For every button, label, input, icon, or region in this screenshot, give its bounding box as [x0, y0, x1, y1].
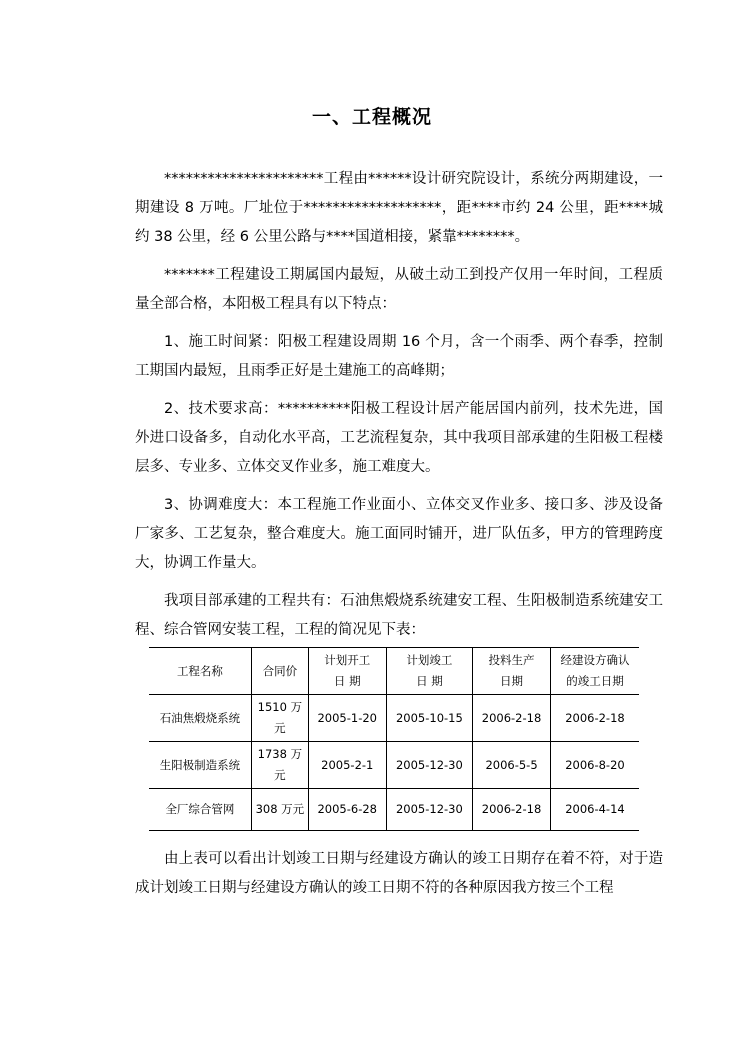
- header-line: 合同价: [262, 663, 298, 678]
- cell-confirmed-finish: 2006-8-20: [550, 742, 639, 789]
- cell-plan-start: 2005-6-28: [308, 789, 386, 831]
- header-production: [473, 648, 551, 695]
- table-row: [149, 695, 639, 742]
- price-line: 元: [274, 721, 286, 735]
- header-project-name: [149, 648, 251, 695]
- header-line: 计划开工: [324, 653, 371, 667]
- paragraph-closing: 由上表可以看出计划竣工日期与经建设方确认的竣工日期存在着不符，对于造成计划竣工日期与经建设方确认的竣工日期不符的各种原因我方按三个工程: [135, 851, 663, 896]
- cell-plan-finish: 2005-12-30: [386, 789, 473, 831]
- cell-project-name: 生阳极制造系统: [159, 757, 241, 772]
- cell-contract-price: [251, 742, 308, 789]
- project-summary-table: [149, 647, 639, 831]
- cell-confirmed-finish: 2006-2-18: [550, 695, 639, 742]
- header-line: 计划竣工: [406, 653, 453, 667]
- cell-production: 2006-2-18: [473, 695, 551, 742]
- paragraph-feature-2: 2、技术要求高：**********阳极工程设计居产能居国内前列，技术先进，国外进口设备多，自动化水平高，工艺流程复杂，其中我项目部承建的生阳极工程楼层多、专业多、立体交叉作业多，施工难度大。: [135, 401, 663, 475]
- paragraph-feature-3: 3、协调难度大：本工程施工作业面小、立体交叉作业多、接口多、涉及设备厂家多、工艺复杂，整合难度大。施工面同时铺开，进厂队伍多，甲方的管理跨度大，协调工作量大。: [135, 497, 663, 571]
- document-body: [135, 165, 663, 912]
- price-line: 元: [274, 768, 286, 782]
- header-plan-start: [308, 648, 386, 695]
- header-line: 日 期: [416, 674, 443, 688]
- paragraph-table-intro: 我项目部承建的工程共有：石油焦煅烧系统建安工程、生阳极制造系统建安工程、综合管网安装工程，工程的简况见下表：: [135, 593, 663, 638]
- cell-plan-start: 2005-1-20: [308, 695, 386, 742]
- header-line: 日期: [500, 674, 524, 688]
- cell-plan-finish: 2005-10-15: [386, 695, 473, 742]
- price-line: 308 万元: [255, 802, 305, 816]
- header-line: 工程名称: [176, 663, 223, 678]
- cell-confirmed-finish: 2006-4-14: [550, 789, 639, 831]
- header-line: 经建设方确认: [560, 653, 630, 667]
- page-title: 一、工程概况: [311, 106, 432, 128]
- paragraph-feature-1: 1、施工时间紧：阳极工程建设周期 16 个月，含一个雨季、两个春季，控制工期国内最短，且雨季正好是土建施工的高峰期；: [135, 334, 663, 379]
- header-contract-price: [251, 648, 308, 695]
- cell-project-name: 全厂综合管网: [165, 802, 235, 816]
- cell-plan-finish: 2005-12-30: [386, 742, 473, 789]
- header-confirmed-finish: [550, 648, 639, 695]
- header-plan-finish: [386, 648, 473, 695]
- paragraph-features-intro: *******工程建设工期属国内最短，从破土动工到投产仅用一年时间，工程质量全部合格，本阳极工程具有以下特点：: [135, 267, 663, 312]
- header-line: 投料生产: [488, 653, 535, 667]
- table-row: [149, 742, 639, 789]
- cell-contract-price: [251, 695, 308, 742]
- table-row: [149, 789, 639, 831]
- price-line: 1738 万: [257, 747, 303, 761]
- table-header-row: [149, 648, 639, 695]
- cell-project-name: 石油焦煅烧系统: [159, 710, 241, 725]
- header-line: 日 期: [333, 674, 361, 688]
- header-line: 的竣工日期: [566, 674, 624, 688]
- cell-production: 2006-5-5: [473, 742, 551, 789]
- cell-contract-price: [251, 789, 308, 831]
- cell-plan-start: 2005-2-1: [308, 742, 386, 789]
- price-line: 1510 万: [257, 700, 303, 714]
- cell-production: 2006-2-18: [473, 789, 551, 831]
- paragraph-overview: **********************工程由******设计研究院设计，系统分两期建设，一期建设 8 万吨。厂址位于*******************，距****市约 24 公里，距****城约 38 公里，经 6 公里公路与****国道相接，紧靠********。: [135, 171, 663, 245]
